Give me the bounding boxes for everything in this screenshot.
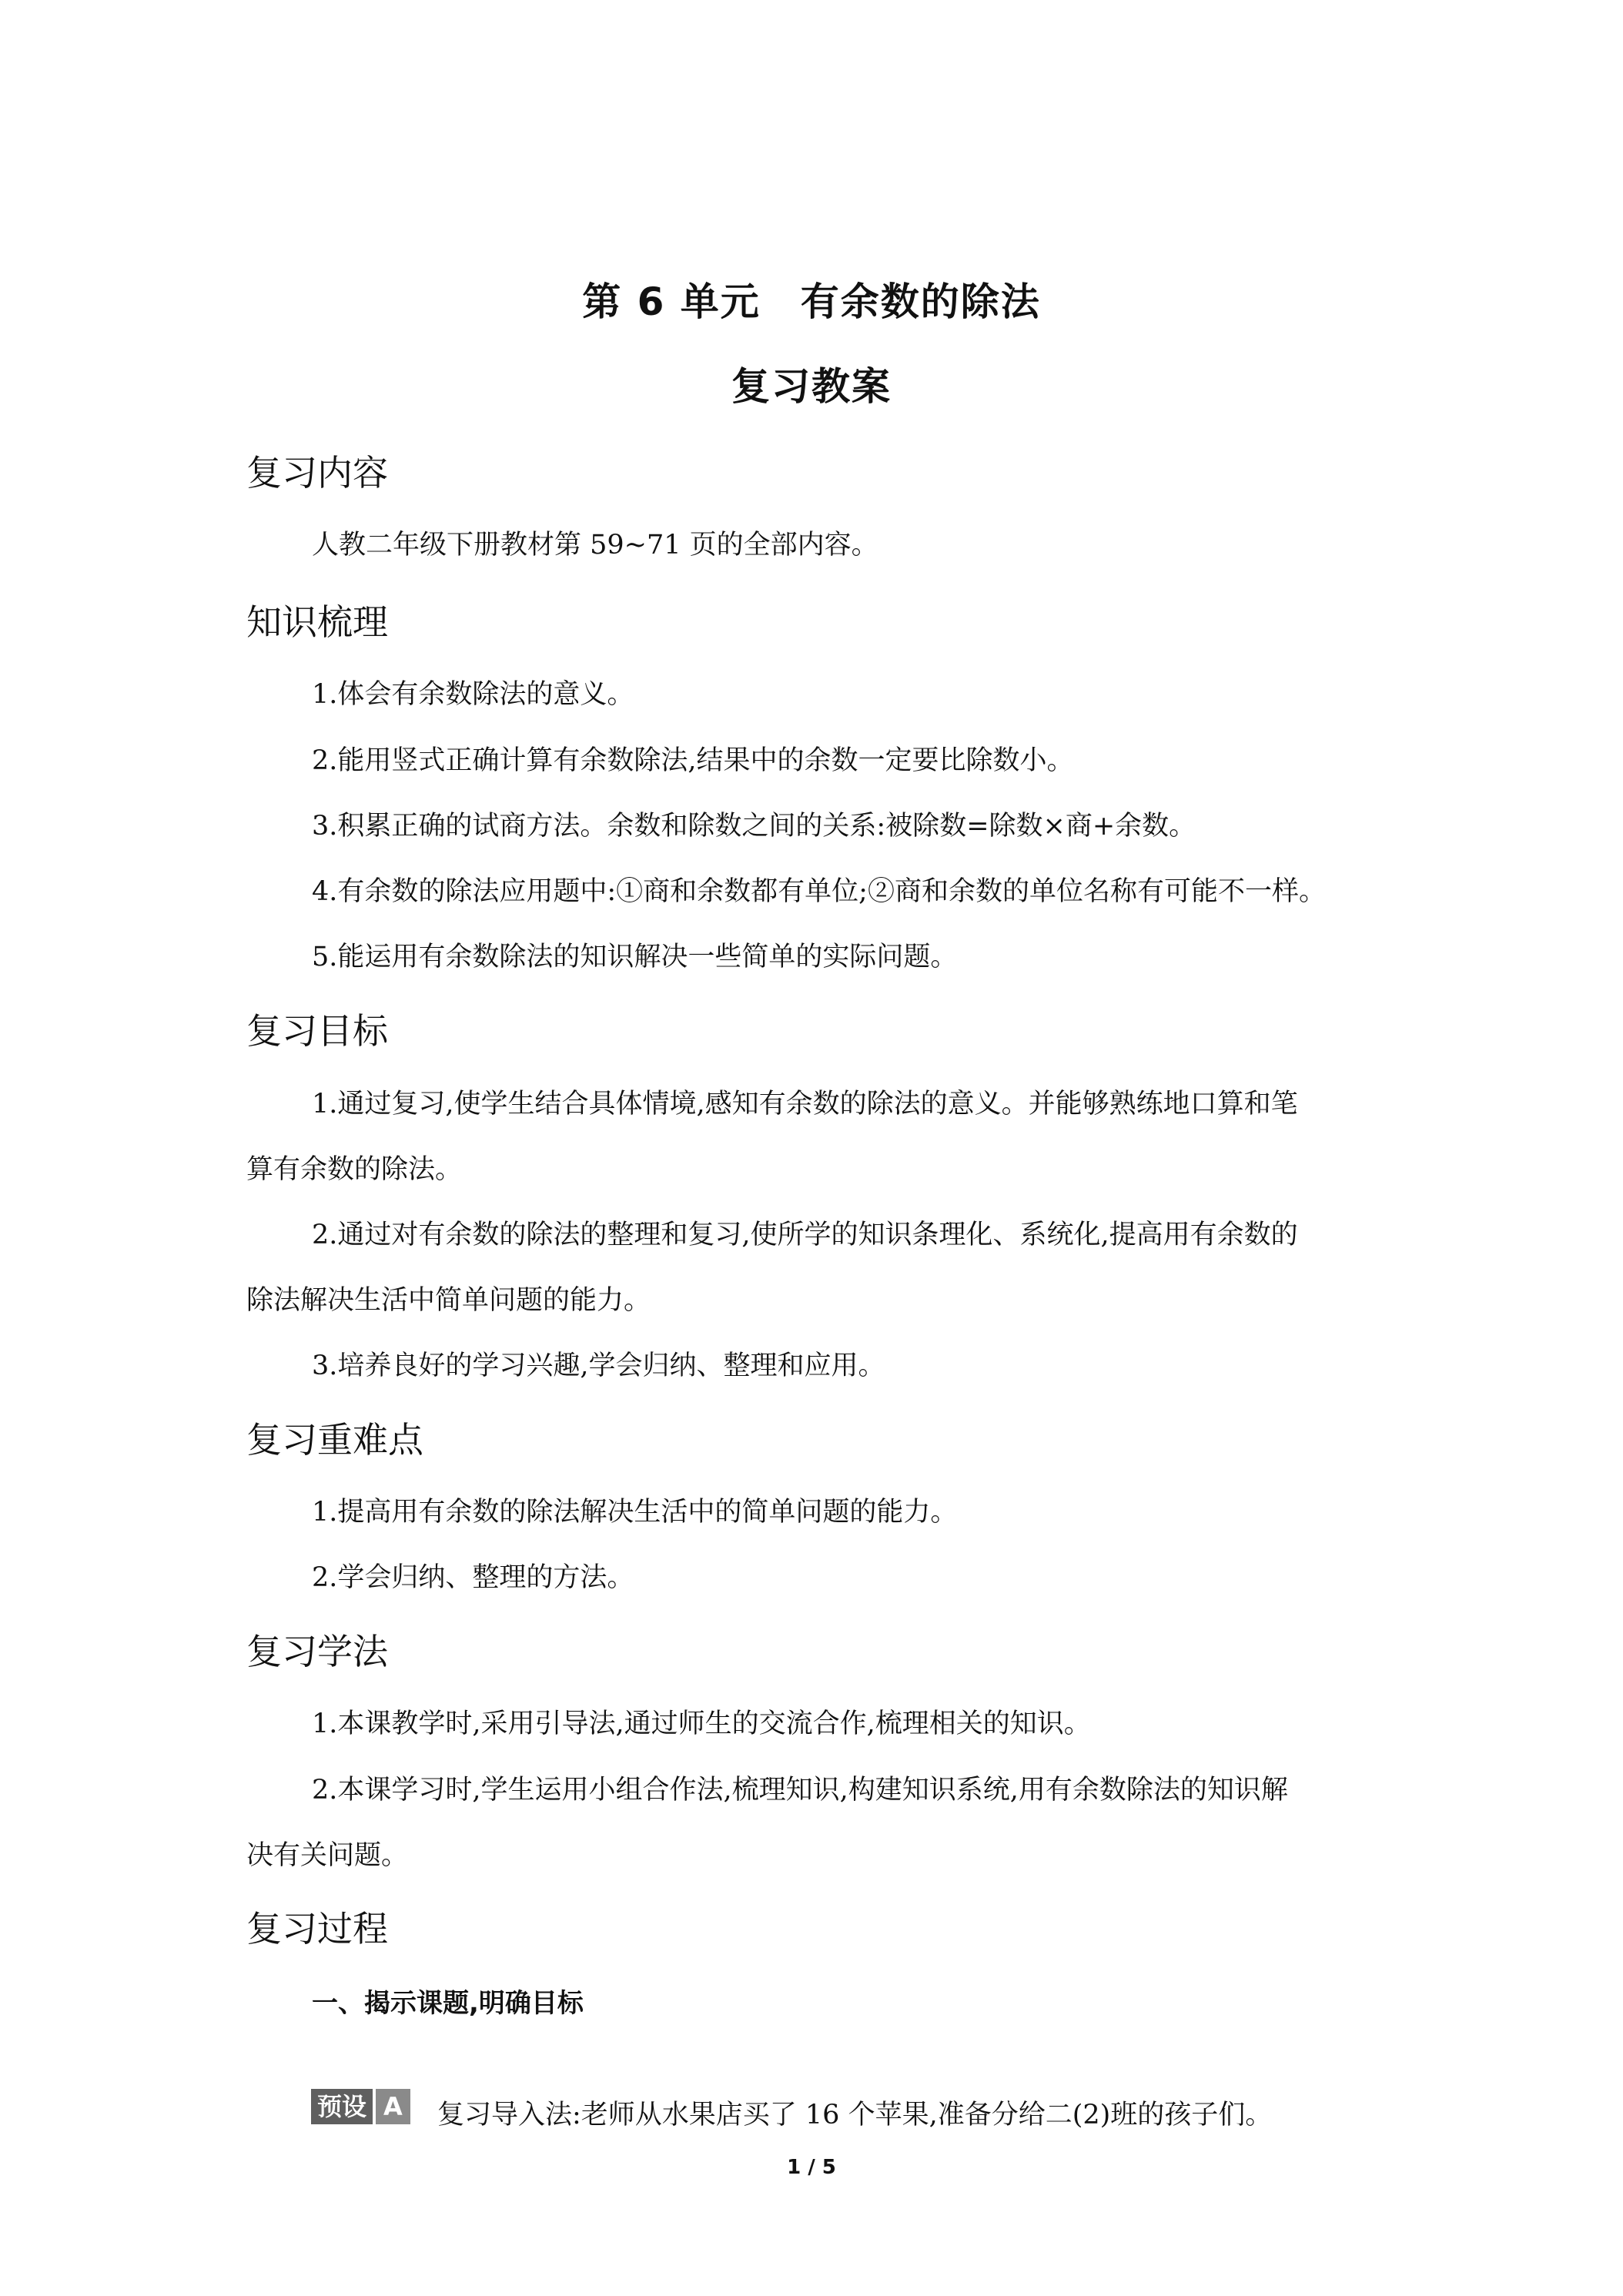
section-heading: 复习重难点 bbox=[246, 1419, 423, 1461]
preset-badge bbox=[311, 2089, 410, 2124]
paragraph-line: 5.能运用有余数除法的知识解决一些简单的实际问题。 bbox=[312, 942, 958, 972]
paragraph-line: 2.学会归纳、整理的方法。 bbox=[312, 1562, 634, 1593]
section-heading: 复习过程 bbox=[246, 1908, 388, 1950]
paragraph-line: 2.通过对有余数的除法的整理和复习,使所学的知识条理化、系统化,提高用有余数的 bbox=[312, 1220, 1298, 1250]
paragraph-line: 1.通过复习,使学生结合具体情境,感知有余数的除法的意义。并能够熟练地口算和笔 bbox=[312, 1089, 1298, 1120]
paragraph-line: 3.培养良好的学习兴趣,学会归纳、整理和应用。 bbox=[312, 1350, 885, 1381]
process-subheading: 一、揭示课题,明确目标 bbox=[312, 1988, 584, 2019]
section-heading: 复习目标 bbox=[246, 1010, 388, 1052]
page-number: 1 / 5 bbox=[787, 2156, 836, 2179]
section-heading: 复习内容 bbox=[246, 452, 388, 494]
paragraph-line: 算有余数的除法。 bbox=[246, 1154, 463, 1185]
document-title: 第 6 单元 有余数的除法 bbox=[582, 279, 1041, 324]
document-subtitle: 复习教案 bbox=[731, 364, 892, 409]
paragraph-line: 人教二年级下册教材第 59~71 页的全部内容。 bbox=[312, 530, 878, 561]
paragraph-line: 1.本课教学时,采用引导法,通过师生的交流合作,梳理相关的知识。 bbox=[312, 1709, 1091, 1739]
paragraph-line: 决有关问题。 bbox=[246, 1840, 409, 1871]
paragraph-line: 4.有余数的除法应用题中:①商和余数都有单位;②商和余数的单位名称有可能不一样。 bbox=[312, 876, 1326, 907]
paragraph-line: 2.本课学习时,学生运用小组合作法,梳理知识,构建知识系统,用有余数除法的知识解 bbox=[312, 1775, 1288, 1806]
section-heading: 知识梳理 bbox=[246, 601, 388, 643]
section-heading: 复习学法 bbox=[246, 1631, 388, 1672]
paragraph-line: 1.提高用有余数的除法解决生活中的简单问题的能力。 bbox=[312, 1497, 958, 1528]
process-text: 复习导入法:老师从水果店买了 16 个苹果,准备分给二(2)班的孩子们。 bbox=[437, 2100, 1273, 2130]
paragraph-line: 除法解决生活中简单问题的能力。 bbox=[246, 1285, 651, 1316]
paragraph-line: 1.体会有余数除法的意义。 bbox=[312, 679, 634, 710]
paragraph-line: 3.积累正确的试商方法。余数和除数之间的关系:被除数=除数×商+余数。 bbox=[312, 811, 1196, 842]
preset-badge-label: 预设 bbox=[311, 2089, 373, 2124]
paragraph-line: 2.能用竖式正确计算有余数除法,结果中的余数一定要比除数小。 bbox=[312, 745, 1074, 776]
preset-badge-letter: A bbox=[376, 2089, 410, 2124]
